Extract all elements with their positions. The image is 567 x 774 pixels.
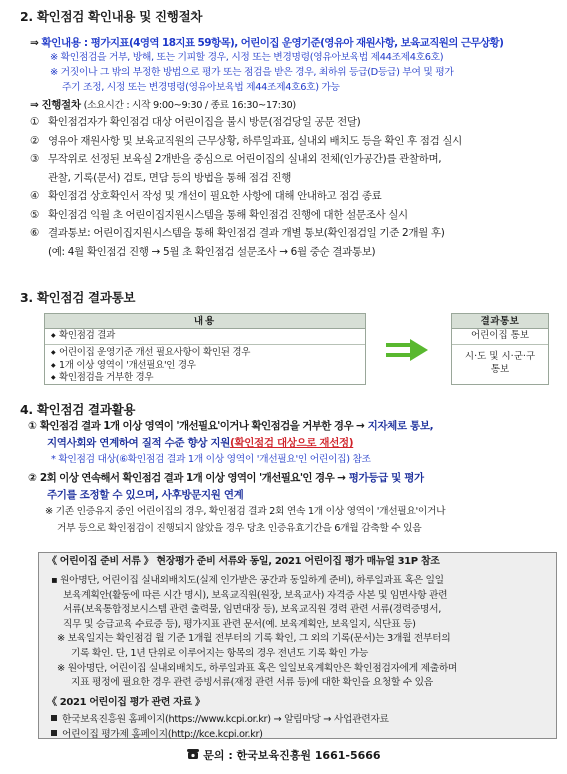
usage-item-2-cont: 주기를 조정할 수 있으며, 사후방문지원 연계 (47, 489, 244, 501)
step-item: ④ 확인점검 상호확인서 작성 및 개선이 필요한 사항에 대해 안내하고 점검 종료 (30, 190, 382, 202)
diamond-icon: ◆ (51, 361, 56, 369)
phone-icon (186, 748, 199, 764)
step-item: (예: 4월 확인점검 진행 → 5월 초 확인점검 설문조사 → 6월 중순 결과통보) (48, 245, 376, 258)
double-arrow-right-icon (384, 339, 430, 361)
proc-line (30, 98, 555, 115)
reference-box (38, 552, 557, 739)
usage-item-1: ① 확인점검 결과 1개 이상 영역이 '개선필요'이거나 확인점검을 거부한 경우 → 지자체로 통보, (28, 420, 434, 432)
result-table (44, 313, 549, 385)
proc-label: 진행절차 (41, 99, 81, 111)
section3-title: 3. 확인점검 결과통보 (20, 290, 136, 305)
section2-body (30, 36, 555, 263)
step-item: ⑤ 확인점검 익월 초 어린이집지원시스템을 통해 확인점검 진행에 대한 설문조사 실시 (30, 208, 408, 221)
section2-title: 2. 확인점검 확인내용 및 진행절차 (20, 9, 203, 24)
result-cell: 시·도 및 시·군·구 통보 (452, 344, 548, 376)
note2-line2: 주기 조정, 시정 또는 변경명령(영유아보육법 제44조제4호6호) 가능 (62, 82, 340, 93)
content-header: 내용 (45, 314, 365, 329)
content-label: 확인내용 : (41, 37, 88, 49)
ref-line: ▪ 원아명단, 어린이집 실내외배치도(실제 인가받은 공간과 동일하게 준비), 하루일과표 혹은 일일 (51, 575, 444, 586)
ref-line: ※ 보육일지는 확인점검 월 기준 1개월 전부터의 기록 확인, 그 외의 기록(문서)는 3개월 전부터의 (57, 633, 451, 645)
diamond-icon: ◆ (51, 374, 56, 381)
note2-line1: ※ 거짓이나 그 밖의 부정한 방법으로 평가 또는 점검을 받은 경우, 최하위 등급(D등급) 부여 및 평가 (50, 67, 454, 78)
link-item[interactable]: 한국보육진흥원 홈페이지(https://www.kcpi.or.kr) → 알림마당 → 사업관련자료 (47, 713, 550, 728)
content-line (30, 36, 555, 51)
square-bullet-icon (51, 730, 57, 736)
step-item: ③ 무작위로 선정된 보육실 2개반을 중심으로 어린이집의 실내외 전체(인가공간)를 관찰하며, (30, 153, 442, 165)
ref-box-subtitle: 《 2021 어린이집 평가 관련 자료 》 (47, 696, 205, 708)
result-header: 결과통보 (452, 314, 548, 329)
section4-body (28, 419, 557, 539)
proc-arrow-icon: ⇒ (30, 99, 39, 111)
step-item: 관찰, 기록(문서) 검토, 면담 등의 방법을 통해 점검 진행 (48, 171, 292, 184)
ref-line: 직무 및 승급교육 수료증 등), 평가지표 관련 문서(예. 보육계획안, 보육일지, 식단표 등) (63, 618, 416, 630)
ref-box-title: 《 어린이집 준비 서류 》 현장평가 준비 서류와 동일, 2021 어린이집 평가 매뉴얼 31P 참조 (47, 556, 440, 567)
result-cell: 어린이집 통보 (470, 330, 530, 341)
step-item: ⑥ 결과통보: 어린이집지원시스템을 통해 확인점검 결과 개별 통보(확인점검일 기준 2개월 후) (30, 227, 445, 239)
usage-item-2-note-1: ※ 기존 인증유지 중인 어린이집의 경우, 확인점검 결과 2회 연속 1개 이상 영역이 '개선필요'이거나 (45, 506, 446, 517)
content-arrow-icon: ⇒ (30, 37, 39, 49)
contact-line: 문의 : 한국보육진흥원 1661-5666 (0, 748, 567, 764)
link-item[interactable]: 어린이집 평가제 홈페이지(http://kce.kcpi.or.kr) (47, 728, 550, 743)
ref-line: 기록 확인. 단, 1년 단위로 이루어지는 항목의 경우 전년도 기록 확인 가능 (71, 647, 369, 659)
usage-item-2-note-2: 거부 등으로 확인점검이 진행되지 않았을 경우 당초 인증유효기간을 6개월 감축할 수 있음 (57, 523, 422, 534)
usage-item-2: ② 2회 이상 연속해서 확인점검 결과 1개 이상 영역이 '개선필요'인 경우 → 평가등급 및 평가 (28, 472, 424, 484)
usage-item-1-note: * 확인점검 대상(⑥확인점검 결과 1개 이상 영역이 '개선필요'인 어린이집) 참조 (51, 454, 371, 465)
section4-title: 4. 확인점검 결과활용 (20, 402, 136, 417)
proc-time: (소요시간 : 시작 9:00~9:30 / 종료 16:30~17:30) (83, 100, 296, 111)
diamond-icon: ◆ (51, 332, 56, 339)
content-main: 평가지표(4영역 18지표 59항목), 어린이집 운영기준(영유아 재원사항, 보육교직원의 근무상황) (90, 37, 504, 49)
diamond-icon: ◆ (51, 349, 56, 356)
content-column (44, 313, 366, 385)
ref-line: 보육계획안(활동에 따른 시간 명시), 보육교직원(원장, 보육교사) 자격증 사본 및 임면사항 관련 (63, 589, 448, 601)
usage-item-1-cont: 지역사회와 연계하여 질적 수준 향상 지원(확인점검 대상으로 재선정) (47, 437, 354, 449)
square-bullet-icon (51, 715, 57, 721)
ref-line: ※ 원아명단, 어린이집 실내외배치도, 하루일과표 혹은 일일보육계획안은 확인점검자에게 제출하며 (57, 662, 458, 674)
ref-line: 서류(보육통합정보시스템 관련 출력물, 임면대장 등), 보육교직원 경력 관련 서류(경력증명서, (63, 604, 442, 616)
step-item: ② 영유아 재원사항 및 보육교직원의 근무상황, 하루일과표, 실내외 배치도 등을 확인 후 점검 실시 (30, 134, 462, 147)
note1: ※ 확인점검을 거부, 방해, 또는 기피할 경우, 시정 또는 변경명령(영유아보육법 제44조제4호6호) (50, 52, 444, 63)
table-row: ◆ 어린이집 운영기준 개선 필요사항이 확인된 경우 ◆ 1개 이상 영역이 '개선필요'인 경우 ◆ 확인점검을 거부한 경우 (45, 344, 365, 385)
ref-line: 지표 평정에 필요한 경우 관련 증빙서류(재정 관련 서류 등)에 대한 확인을 요청할 수 있음 (71, 677, 433, 689)
table-row: ◆ 확인점검 결과 (51, 330, 115, 341)
procedure-steps (30, 115, 555, 263)
step-item: ① 확인점검자가 확인점검 대상 어린이집을 불시 방문(점검당일 공문 전달) (30, 116, 361, 128)
result-column (451, 313, 549, 385)
